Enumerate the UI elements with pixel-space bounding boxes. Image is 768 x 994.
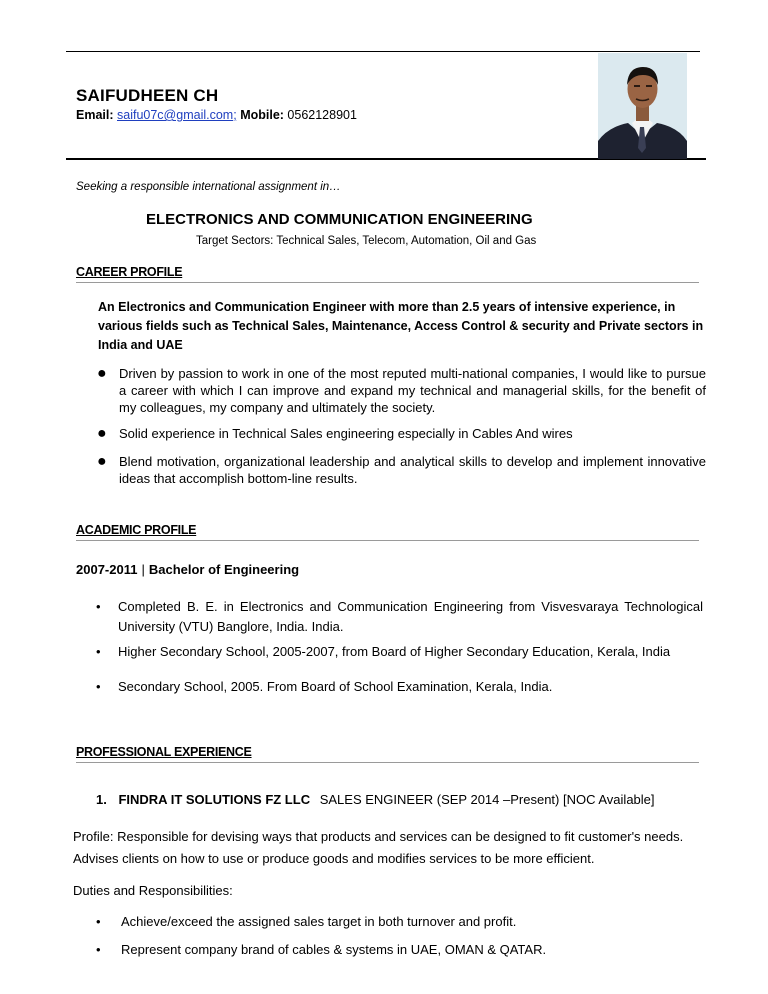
degree-line (76, 562, 299, 577)
degree-name: Bachelor of Engineering (148, 562, 300, 577)
career-profile-heading: CAREER PROFILE (76, 265, 183, 279)
duty-item-text: Achieve/exceed the assigned sales target in both turnover and profit. (121, 914, 517, 929)
header-top-rule (66, 51, 700, 52)
career-summary: An Electronics and Communication Engineer with more than 2.5 years of intensive experience, in various fields such as Technical Sales, Maintenance, Access Control & security and Private sectors in India and UAE (98, 300, 704, 352)
job-role: SALES ENGINEER (SEP 2014 –Present) [NOC Available] (319, 792, 655, 807)
career-profile-rule (76, 282, 699, 283)
target-sectors: Target Sectors: Technical Sales, Telecom, Automation, Oil and Gas (196, 235, 537, 247)
objective-text: Seeking a responsible international assignment in… (76, 181, 341, 193)
professional-experience-rule (76, 762, 699, 763)
email-label: Email: (76, 108, 114, 122)
email-link[interactable]: saifu07c@gmail.com (117, 108, 234, 122)
degree-pipe: | (141, 562, 145, 577)
professional-experience-heading: PROFESSIONAL EXPERIENCE (76, 745, 252, 759)
profile-photo (598, 53, 687, 159)
bullet-dot: • (96, 914, 101, 929)
duties-label: Duties and Responsibilities: (73, 883, 233, 898)
bullet-dot: • (96, 644, 101, 659)
portrait-image (598, 53, 687, 159)
academic-profile-rule (76, 540, 699, 541)
bullet-dot: • (96, 599, 101, 614)
mobile-label: Mobile: (240, 108, 284, 122)
career-bullet (97, 453, 709, 489)
job-number: 1. (96, 792, 107, 807)
career-bullet (97, 425, 709, 443)
bullet-dot: ● (97, 453, 107, 470)
candidate-name: SAIFUDHEEN CH (76, 86, 219, 105)
academic-item-text: Completed B. E. in Electronics and Communication Engineering from Visvesvaraya Technological University (VTU) Banglore, India. India. (118, 599, 703, 634)
career-bullet (97, 365, 709, 417)
mobile-number: 0562128901 (287, 108, 357, 122)
academic-item-text: Higher Secondary School, 2005-2007, from Board of Higher Secondary Education, Kerala, India (118, 644, 671, 659)
career-bullet-text: Solid experience in Technical Sales engineering especially in Cables And wires (119, 426, 573, 441)
bullet-dot: • (96, 942, 101, 957)
job-profile: Profile: Responsible for devising ways that products and services can be designed to fit customer's needs. Advises clients on how to use or produce goods and modifies services to be more efficient. (73, 829, 684, 866)
contact-line (76, 108, 357, 122)
career-bullet-text: Driven by passion to work in one of the most reputed multi-national companies, I would like to pursue a career with which I can improve and expand my technical and managerial skills, for the benefit of my colleagues, my company and ultimately the society. (119, 366, 706, 415)
bullet-dot: • (96, 679, 101, 694)
career-bullet-text: Blend motivation, organizational leadership and analytical skills to develop and implement innovative ideas that accomplish bottom-line results. (119, 454, 706, 486)
discipline-title: ELECTRONICS AND COMMUNICATION ENGINEERING (146, 211, 533, 228)
bullet-dot: ● (97, 365, 107, 382)
degree-years: 2007-2011 (76, 562, 138, 577)
job-title-line (96, 792, 655, 807)
bullet-dot: ● (97, 425, 107, 442)
academic-item-text: Secondary School, 2005. From Board of School Examination, Kerala, India. (118, 679, 553, 694)
company-name: FINDRA IT SOLUTIONS FZ LLC (118, 792, 311, 807)
academic-profile-heading: ACADEMIC PROFILE (76, 523, 197, 537)
email-separator: ; (233, 108, 237, 122)
duty-item-text: Represent company brand of cables & systems in UAE, OMAN & QATAR. (121, 942, 547, 957)
